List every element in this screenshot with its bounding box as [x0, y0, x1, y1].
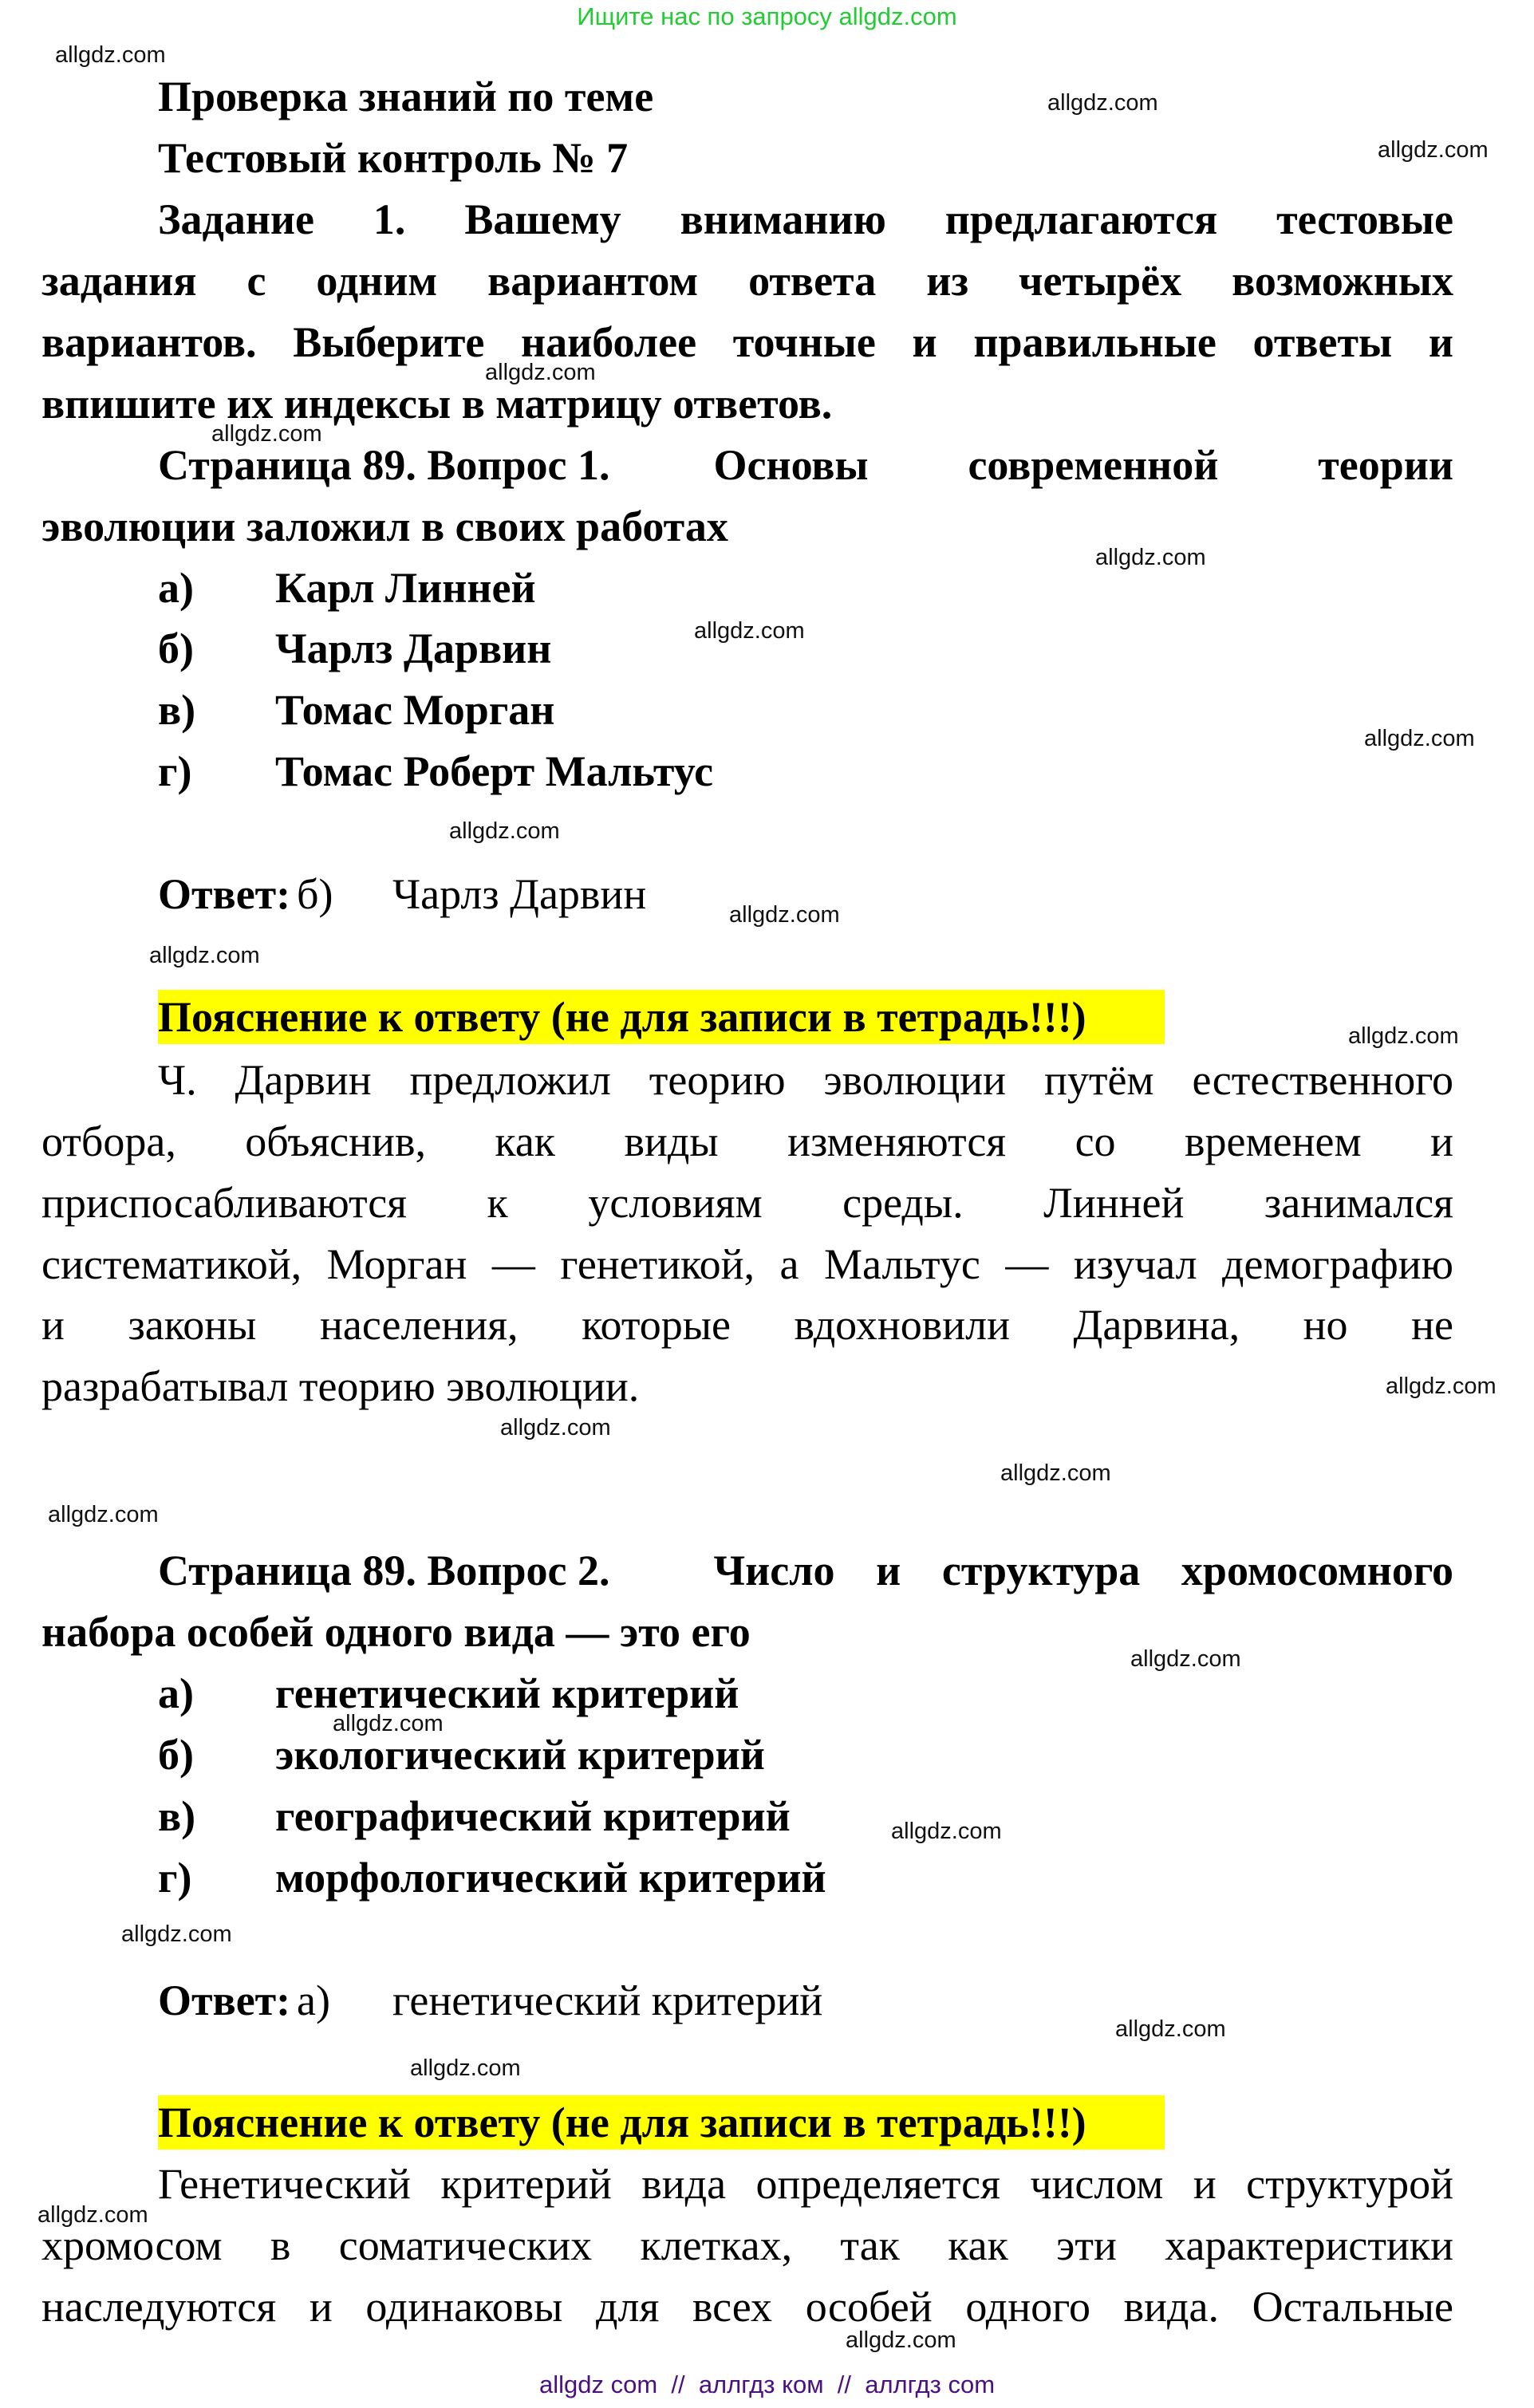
- explanation-line: наследуются и одинаковы для всех особей одного вида. Остальные: [41, 2283, 1453, 2331]
- footer-links: allgdz com // аллгдз ком // аллгдз com: [538, 2371, 996, 2398]
- watermark: allgdz.com: [500, 1415, 611, 1440]
- question-text: набора особей одного вида — это его: [41, 1608, 751, 1656]
- watermark: allgdz.com: [121, 1921, 232, 1947]
- watermark: allgdz.com: [1386, 1373, 1497, 1399]
- watermark: allgdz.com: [1364, 726, 1475, 751]
- watermark: allgdz.com: [891, 1819, 1002, 1844]
- explanation-line: приспосабливаются к условиям среды. Линней занимался: [41, 1179, 1453, 1227]
- watermark: allgdz.com: [1130, 1646, 1241, 1672]
- option-letter: б): [158, 625, 194, 672]
- option-letter: в): [158, 686, 196, 734]
- watermark: allgdz.com: [48, 1502, 159, 1527]
- option-text: Чарлз Дарвин: [275, 625, 552, 672]
- option-letter: г): [158, 1854, 192, 1902]
- explanation-line: и законы населения, которые вдохновили Дарвина, но не: [41, 1301, 1453, 1349]
- answer-row: [0, 1970, 1534, 2032]
- answer-choice: а): [297, 1976, 330, 2024]
- option-text: генетический критерий: [275, 1669, 739, 1717]
- watermark: allgdz.com: [55, 42, 166, 68]
- explanation-heading: Пояснение к ответу (не для записи в тетрадь!!!): [158, 990, 1165, 1044]
- watermark: allgdz.com: [1047, 90, 1158, 116]
- page-subtitle: Тестовый контроль № 7: [158, 134, 629, 182]
- watermark: allgdz.com: [694, 618, 805, 644]
- task-line: Задание 1. Вашему вниманию предлагаются тестовые: [158, 195, 1453, 243]
- option-a: [0, 1663, 1534, 1724]
- explanation-line: Ч. Дарвин предложил теорию эволюции путём естественного: [158, 1056, 1453, 1104]
- option-letter: в): [158, 1792, 196, 1840]
- watermark: allgdz.com: [333, 1711, 444, 1736]
- watermark: allgdz.com: [1378, 137, 1489, 163]
- option-c: [0, 1786, 1534, 1847]
- option-letter: а): [158, 1669, 194, 1717]
- explanation-line: систематикой, Морган — генетикой, а Мальтус — изучал демографию: [41, 1240, 1453, 1288]
- watermark: allgdz.com: [211, 421, 322, 447]
- question-ref: Страница 89. Вопрос 2.: [158, 1547, 610, 1594]
- answer-choice: б): [297, 870, 333, 918]
- option-d: [0, 1847, 1534, 1909]
- task-line: задания с одним вариантом ответа из четырёх возможных: [41, 257, 1453, 305]
- option-text: Томас Морган: [275, 686, 555, 734]
- answer-text: Чарлз Дарвин: [392, 870, 647, 918]
- explanation-line: хромосом в соматических клетках, так как эти характеристики: [41, 2221, 1453, 2269]
- question-text: эволюции заложил в своих работах: [41, 502, 728, 550]
- task-line: впишите их индексы в матрицу ответов.: [41, 380, 833, 428]
- search-banner: Ищите нас по запросу allgdz.com: [577, 2, 957, 30]
- answer-label: Ответ:: [158, 870, 291, 918]
- watermark: allgdz.com: [485, 360, 596, 385]
- option-text: Томас Роберт Мальтус: [275, 747, 714, 795]
- option-letter: а): [158, 564, 194, 612]
- explanation-line: отбора, объяснив, как виды изменяются со временем и: [41, 1117, 1453, 1165]
- watermark: allgdz.com: [729, 902, 840, 928]
- watermark: allgdz.com: [37, 2202, 148, 2228]
- watermark: allgdz.com: [1000, 1460, 1111, 1486]
- question-text: Число и структура хромосомного: [713, 1547, 1453, 1594]
- page-title: Проверка знаний по теме: [158, 73, 654, 120]
- watermark: allgdz.com: [410, 2055, 521, 2081]
- question-ref: Страница 89. Вопрос 1.: [158, 441, 610, 489]
- option-a: [0, 558, 1534, 619]
- explanation-line: Генетический критерий вида определяется числом и структурой: [158, 2160, 1453, 2208]
- answer-label: Ответ:: [158, 1976, 291, 2024]
- option-letter: б): [158, 1731, 194, 1779]
- option-d: [0, 741, 1534, 802]
- question-2-heading: [158, 1540, 1453, 1602]
- option-letter: г): [158, 747, 192, 795]
- option-b: [0, 1724, 1534, 1786]
- explanation-heading: Пояснение к ответу (не для записи в тетрадь!!!): [158, 2095, 1165, 2150]
- watermark: allgdz.com: [1095, 545, 1206, 570]
- watermark: allgdz.com: [1348, 1023, 1459, 1049]
- watermark: allgdz.com: [1115, 2016, 1226, 2042]
- option-c: [0, 680, 1534, 741]
- task-line: вариантов. Выберите наиболее точные и правильные ответы и: [41, 318, 1453, 366]
- option-text: географический критерий: [275, 1792, 791, 1840]
- explanation-line: разрабатывал теорию эволюции.: [41, 1362, 640, 1410]
- answer-text: генетический критерий: [392, 1976, 823, 2024]
- question-1-heading: [158, 435, 1453, 496]
- question-text: Основы современной теории: [713, 441, 1453, 489]
- watermark: allgdz.com: [846, 2327, 956, 2353]
- option-text: экологический критерий: [275, 1731, 765, 1779]
- option-text: морфологический критерий: [275, 1854, 826, 1902]
- option-text: Карл Линней: [275, 564, 536, 612]
- watermark: allgdz.com: [449, 818, 560, 844]
- watermark: allgdz.com: [149, 943, 260, 968]
